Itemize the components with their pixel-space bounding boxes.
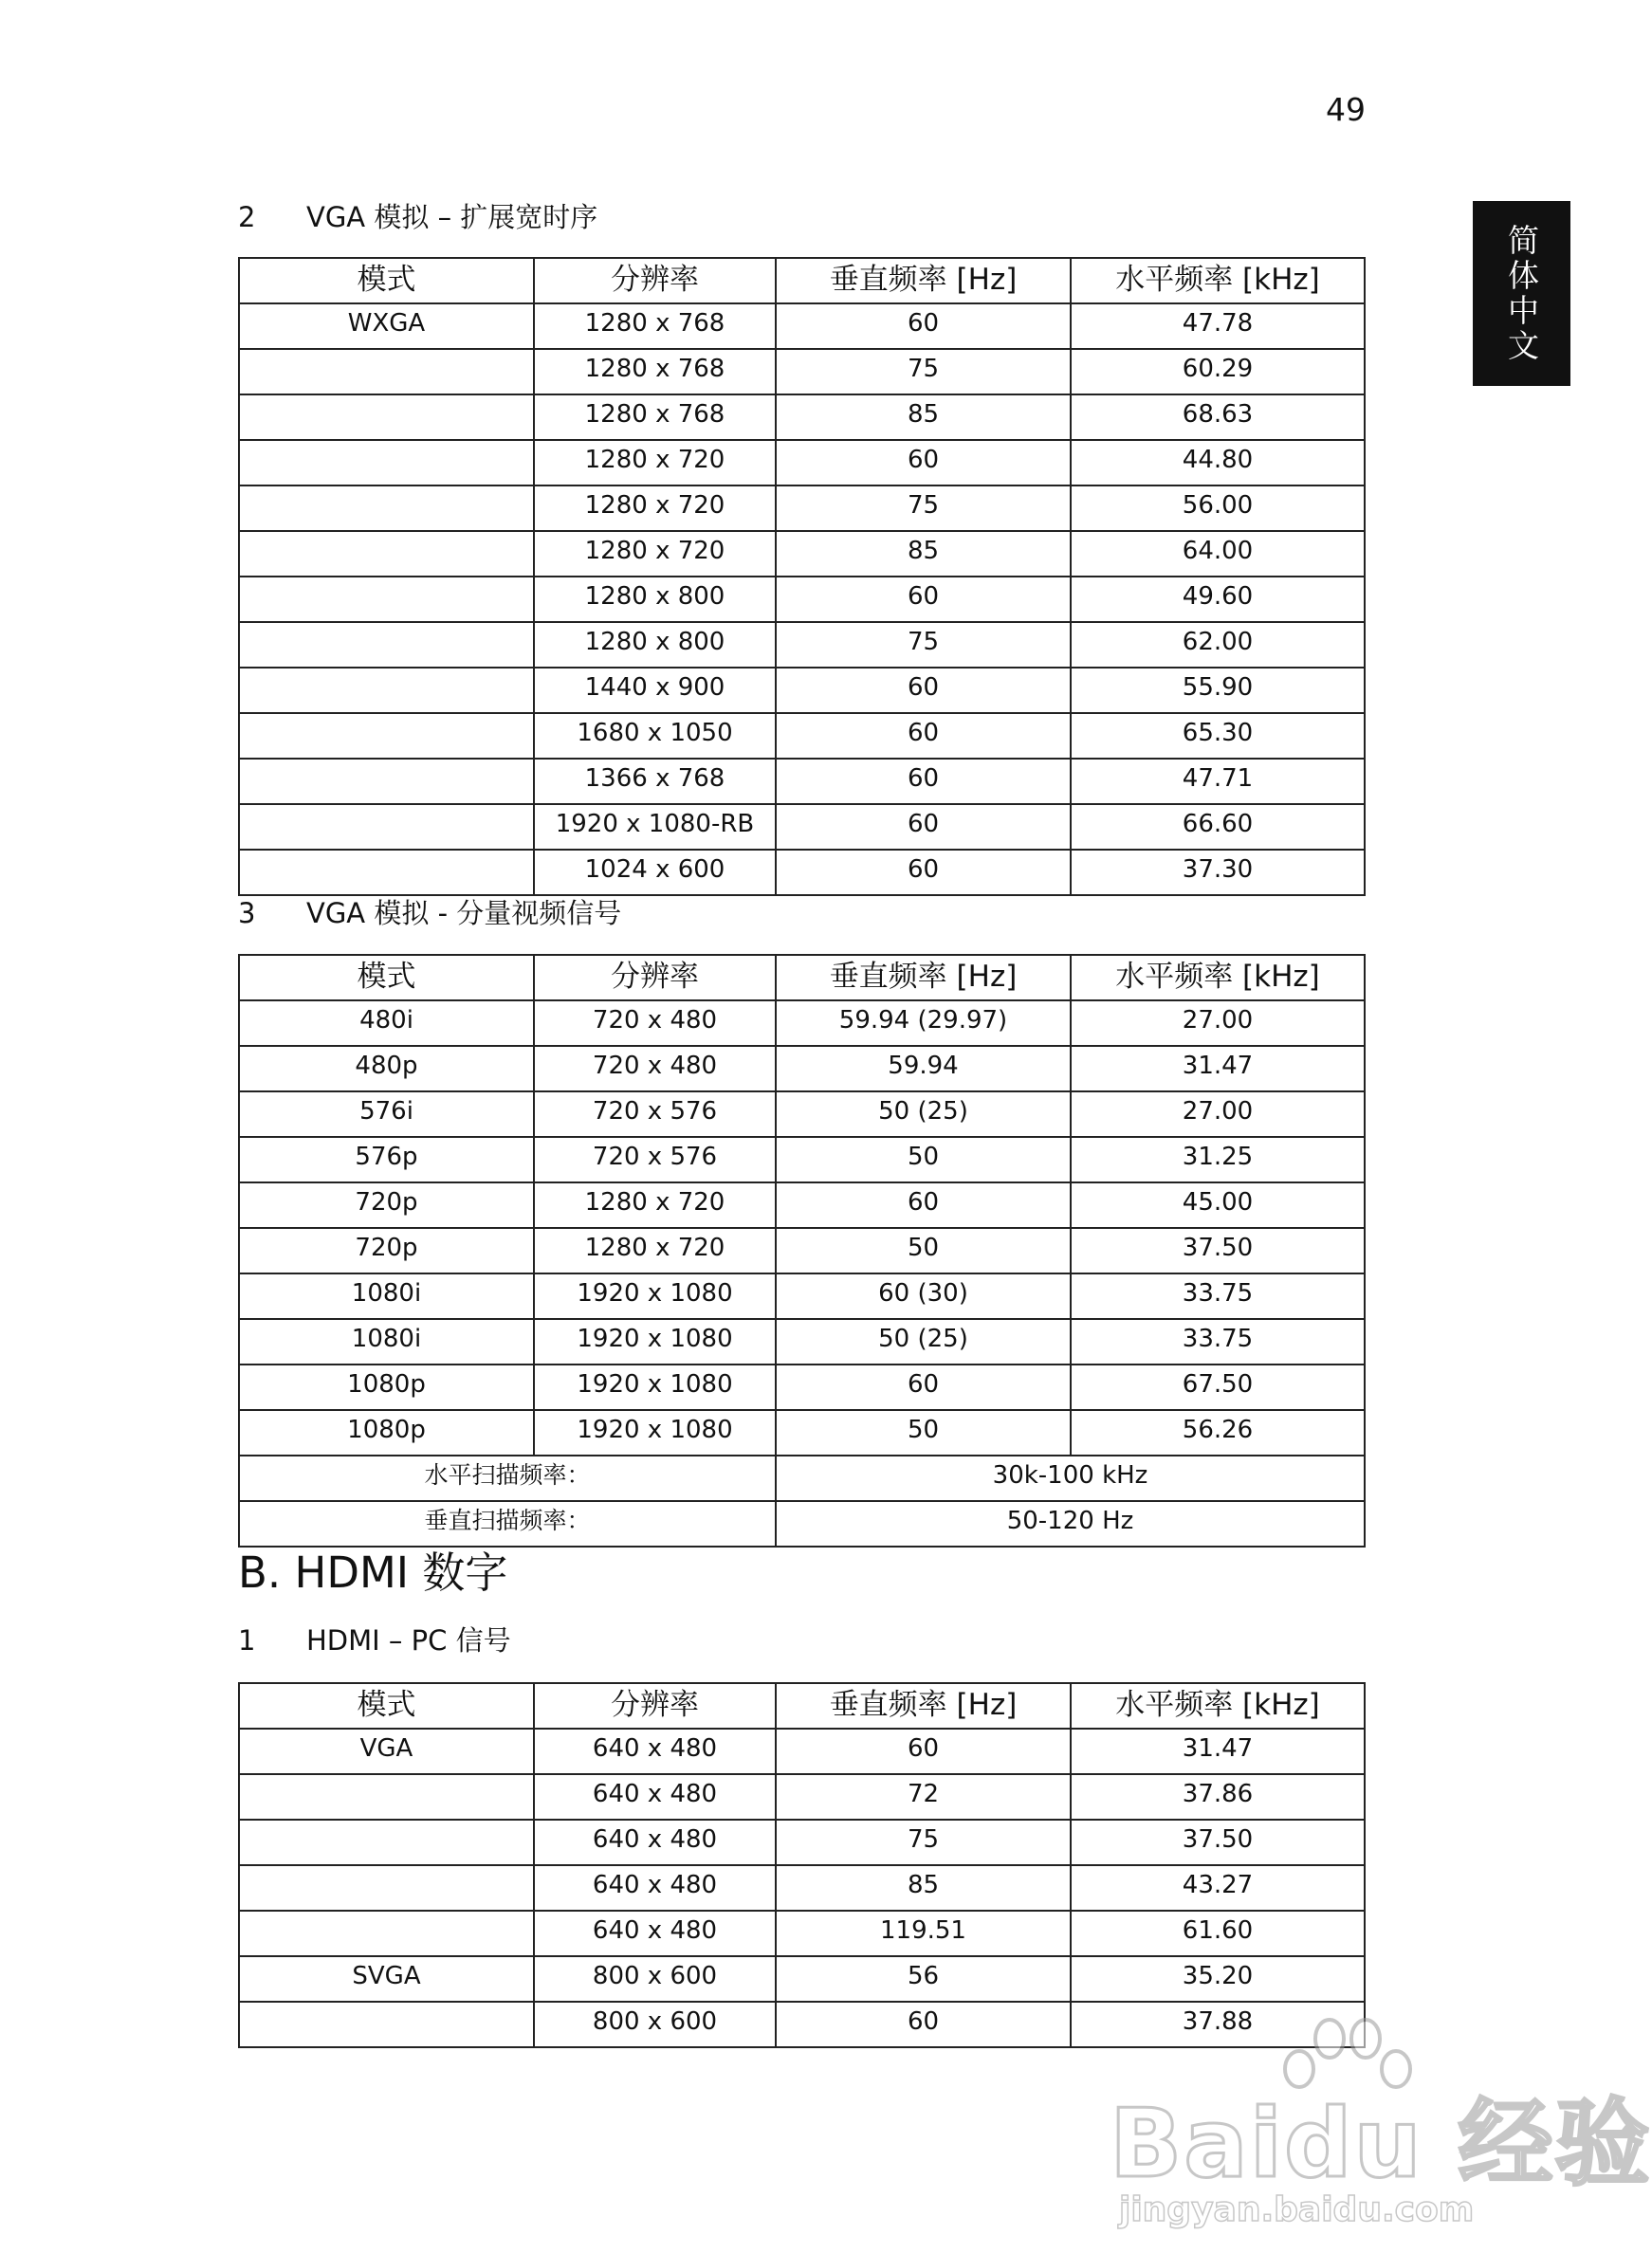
cell-resolution: 800 x 600: [534, 1956, 776, 2002]
cell-mode: 1080p: [239, 1410, 534, 1456]
table-row: [239, 1820, 1365, 1865]
cell-horizontal-frequency: 55.90: [1071, 668, 1365, 713]
column-header-horizontal-frequency: 水平频率 [kHz]: [1071, 1683, 1365, 1729]
table-row: [239, 1182, 1365, 1228]
cell-horizontal-frequency: 67.50: [1071, 1365, 1365, 1410]
column-header-resolution: 分辨率: [534, 258, 776, 303]
cell-resolution: 1280 x 720: [534, 440, 776, 485]
watermark-brand: Baidu 经验: [1110, 2088, 1652, 2199]
cell-vertical-frequency: 60: [776, 850, 1071, 895]
table-row: [239, 531, 1365, 577]
section-number: 2: [238, 201, 256, 233]
table-row: [239, 850, 1365, 895]
cell-vertical-frequency: 60: [776, 713, 1071, 759]
cell-horizontal-frequency: 65.30: [1071, 713, 1365, 759]
column-header-mode: 模式: [239, 955, 534, 1000]
cell-horizontal-frequency: 45.00: [1071, 1182, 1365, 1228]
column-header-mode: 模式: [239, 258, 534, 303]
cell-horizontal-frequency: 56.26: [1071, 1410, 1365, 1456]
table-row: [239, 1729, 1365, 1774]
column-header-vertical-frequency: 垂直频率 [Hz]: [776, 258, 1071, 303]
cell-vertical-frequency: 50 (25): [776, 1319, 1071, 1365]
cell-resolution: 800 x 600: [534, 2002, 776, 2047]
cell-resolution: 1440 x 900: [534, 668, 776, 713]
table-row: [239, 1273, 1365, 1319]
section-heading-vga-component: [238, 897, 621, 929]
cell-vertical-frequency: 60: [776, 440, 1071, 485]
table-row: [239, 577, 1365, 622]
cell-vertical-frequency: 75: [776, 1820, 1071, 1865]
cell-vertical-frequency: 56: [776, 1956, 1071, 2002]
timing-table-hdmi-pc: [238, 1682, 1366, 2048]
cell-resolution: 720 x 576: [534, 1091, 776, 1137]
cell-vertical-frequency: 60: [776, 804, 1071, 850]
cell-horizontal-frequency: 60.29: [1071, 349, 1365, 394]
table-body: [239, 1000, 1365, 1547]
cell-vertical-frequency: 60: [776, 1729, 1071, 1774]
cell-mode: [239, 622, 534, 668]
column-header-horizontal-frequency: 水平频率 [kHz]: [1071, 955, 1365, 1000]
cell-vertical-frequency: 85: [776, 531, 1071, 577]
cell-mode: [239, 759, 534, 804]
cell-horizontal-frequency: 31.47: [1071, 1046, 1365, 1091]
cell-vertical-frequency: 60: [776, 2002, 1071, 2047]
cell-resolution: 1280 x 720: [534, 1228, 776, 1273]
cell-vertical-frequency: 75: [776, 485, 1071, 531]
cell-mode: 576i: [239, 1091, 534, 1137]
page-number: 49: [1326, 91, 1366, 128]
timing-table-vga-wide: [238, 257, 1366, 896]
scan-frequency-label: 垂直扫描频率：: [239, 1501, 776, 1547]
table-header-row: [239, 1683, 1365, 1729]
cell-horizontal-frequency: 47.71: [1071, 759, 1365, 804]
cell-resolution: 640 x 480: [534, 1774, 776, 1820]
cell-horizontal-frequency: 49.60: [1071, 577, 1365, 622]
scan-frequency-row: [239, 1456, 1365, 1501]
cell-vertical-frequency: 85: [776, 394, 1071, 440]
cell-mode: 576p: [239, 1137, 534, 1182]
cell-vertical-frequency: 50: [776, 1410, 1071, 1456]
cell-resolution: 1280 x 720: [534, 1182, 776, 1228]
table-row: [239, 1865, 1365, 1911]
table-body: [239, 303, 1365, 895]
scan-frequency-value: 30k-100 kHz: [776, 1456, 1365, 1501]
table-row: [239, 759, 1365, 804]
cell-resolution: 720 x 480: [534, 1046, 776, 1091]
cell-mode: 720p: [239, 1182, 534, 1228]
cell-mode: [239, 713, 534, 759]
cell-horizontal-frequency: 27.00: [1071, 1000, 1365, 1046]
cell-resolution: 1280 x 800: [534, 577, 776, 622]
cell-vertical-frequency: 75: [776, 349, 1071, 394]
table-row: [239, 804, 1365, 850]
cell-horizontal-frequency: 66.60: [1071, 804, 1365, 850]
column-header-resolution: 分辨率: [534, 1683, 776, 1729]
section-title: VGA 模拟 - 分量视频信号: [306, 897, 622, 929]
cell-mode: [239, 2002, 534, 2047]
language-tab: [1473, 201, 1570, 386]
cell-horizontal-frequency: 35.20: [1071, 1956, 1365, 2002]
table-row: [239, 349, 1365, 394]
cell-vertical-frequency: 60: [776, 1182, 1071, 1228]
cell-mode: 1080i: [239, 1273, 534, 1319]
cell-resolution: 1280 x 800: [534, 622, 776, 668]
column-header-vertical-frequency: 垂直频率 [Hz]: [776, 955, 1071, 1000]
cell-mode: [239, 804, 534, 850]
cell-mode: 480i: [239, 1000, 534, 1046]
table-row: [239, 1911, 1365, 1956]
cell-mode: [239, 394, 534, 440]
table-row: [239, 485, 1365, 531]
cell-mode: VGA: [239, 1729, 534, 1774]
cell-mode: [239, 531, 534, 577]
cell-vertical-frequency: 119.51: [776, 1911, 1071, 1956]
cell-vertical-frequency: 60: [776, 1365, 1071, 1410]
table-body: [239, 1729, 1365, 2047]
cell-resolution: 1280 x 720: [534, 485, 776, 531]
cell-vertical-frequency: 60: [776, 303, 1071, 349]
cell-mode: [239, 1865, 534, 1911]
cell-horizontal-frequency: 61.60: [1071, 1911, 1365, 1956]
cell-resolution: 640 x 480: [534, 1820, 776, 1865]
cell-horizontal-frequency: 33.75: [1071, 1319, 1365, 1365]
cell-vertical-frequency: 85: [776, 1865, 1071, 1911]
table-header-row: [239, 258, 1365, 303]
table-row: [239, 303, 1365, 349]
baidu-watermark: [1110, 2010, 1652, 2238]
cell-resolution: 1920 x 1080: [534, 1365, 776, 1410]
cell-mode: [239, 577, 534, 622]
cell-vertical-frequency: 60: [776, 759, 1071, 804]
cell-vertical-frequency: 60: [776, 577, 1071, 622]
cell-vertical-frequency: 50 (25): [776, 1091, 1071, 1137]
cell-vertical-frequency: 75: [776, 622, 1071, 668]
cell-resolution: 640 x 480: [534, 1911, 776, 1956]
scan-frequency-label: 水平扫描频率：: [239, 1456, 776, 1501]
cell-horizontal-frequency: 37.88: [1071, 2002, 1365, 2047]
section-heading-hdmi-pc: [238, 1624, 511, 1657]
cell-resolution: 1920 x 1080: [534, 1273, 776, 1319]
cell-horizontal-frequency: 56.00: [1071, 485, 1365, 531]
cell-resolution: 1024 x 600: [534, 850, 776, 895]
cell-horizontal-frequency: 37.50: [1071, 1228, 1365, 1273]
table-row: [239, 394, 1365, 440]
cell-horizontal-frequency: 64.00: [1071, 531, 1365, 577]
cell-horizontal-frequency: 31.25: [1071, 1137, 1365, 1182]
cell-mode: [239, 1820, 534, 1865]
cell-vertical-frequency: 59.94: [776, 1046, 1071, 1091]
cell-horizontal-frequency: 31.47: [1071, 1729, 1365, 1774]
cell-vertical-frequency: 50: [776, 1137, 1071, 1182]
table-row: [239, 622, 1365, 668]
cell-mode: SVGA: [239, 1956, 534, 2002]
cell-mode: [239, 1774, 534, 1820]
scan-frequency-row: [239, 1501, 1365, 1547]
cell-resolution: 1920 x 1080: [534, 1410, 776, 1456]
table-row: [239, 1774, 1365, 1820]
table-header-row: [239, 955, 1365, 1000]
cell-horizontal-frequency: 37.50: [1071, 1820, 1365, 1865]
cell-mode: [239, 440, 534, 485]
cell-mode: 720p: [239, 1228, 534, 1273]
table-row: [239, 713, 1365, 759]
cell-mode: 1080i: [239, 1319, 534, 1365]
cell-resolution: 1280 x 768: [534, 303, 776, 349]
column-header-resolution: 分辨率: [534, 955, 776, 1000]
table-row: [239, 1365, 1365, 1410]
timing-table-vga-component: [238, 954, 1366, 1548]
cell-vertical-frequency: 50: [776, 1228, 1071, 1273]
cell-mode: WXGA: [239, 303, 534, 349]
cell-resolution: 1280 x 768: [534, 349, 776, 394]
table-row: [239, 1319, 1365, 1365]
cell-resolution: 1920 x 1080-RB: [534, 804, 776, 850]
section-title: HDMI – PC 信号: [306, 1624, 511, 1657]
cell-resolution: 640 x 480: [534, 1729, 776, 1774]
cell-mode: 480p: [239, 1046, 534, 1091]
section-number: 1: [238, 1624, 256, 1657]
table-row: [239, 1091, 1365, 1137]
table-row: [239, 440, 1365, 485]
watermark-url: jingyan.baidu.com: [1119, 2190, 1475, 2229]
language-tab-label: 简体中文: [1503, 223, 1540, 364]
cell-horizontal-frequency: 43.27: [1071, 1865, 1365, 1911]
cell-resolution: 1920 x 1080: [534, 1319, 776, 1365]
cell-vertical-frequency: 60 (30): [776, 1273, 1071, 1319]
cell-horizontal-frequency: 27.00: [1071, 1091, 1365, 1137]
cell-horizontal-frequency: 62.00: [1071, 622, 1365, 668]
cell-horizontal-frequency: 47.78: [1071, 303, 1365, 349]
cell-mode: [239, 485, 534, 531]
cell-mode: [239, 1911, 534, 1956]
table-row: [239, 1137, 1365, 1182]
section-title: VGA 模拟 – 扩展宽时序: [306, 201, 598, 233]
column-header-vertical-frequency: 垂直频率 [Hz]: [776, 1683, 1071, 1729]
cell-vertical-frequency: 72: [776, 1774, 1071, 1820]
cell-horizontal-frequency: 68.63: [1071, 394, 1365, 440]
table-row: [239, 1046, 1365, 1091]
cell-horizontal-frequency: 44.80: [1071, 440, 1365, 485]
column-header-mode: 模式: [239, 1683, 534, 1729]
cell-mode: [239, 668, 534, 713]
table-row: [239, 1228, 1365, 1273]
column-header-horizontal-frequency: 水平频率 [kHz]: [1071, 258, 1365, 303]
section-heading-vga-wide: [238, 201, 597, 233]
cell-resolution: 640 x 480: [534, 1865, 776, 1911]
cell-resolution: 1680 x 1050: [534, 713, 776, 759]
cell-resolution: 720 x 480: [534, 1000, 776, 1046]
cell-resolution: 1280 x 720: [534, 531, 776, 577]
cell-vertical-frequency: 59.94 (29.97): [776, 1000, 1071, 1046]
cell-horizontal-frequency: 37.30: [1071, 850, 1365, 895]
cell-resolution: 1280 x 768: [534, 394, 776, 440]
table-row: [239, 668, 1365, 713]
cell-horizontal-frequency: 33.75: [1071, 1273, 1365, 1319]
cell-mode: 1080p: [239, 1365, 534, 1410]
cell-resolution: 720 x 576: [534, 1137, 776, 1182]
table-row: [239, 1410, 1365, 1456]
table-row: [239, 1000, 1365, 1046]
cell-mode: [239, 850, 534, 895]
chapter-heading-hdmi: B. HDMI 数字: [238, 1548, 508, 1598]
cell-horizontal-frequency: 37.86: [1071, 1774, 1365, 1820]
table-row: [239, 1956, 1365, 2002]
scan-frequency-value: 50-120 Hz: [776, 1501, 1365, 1547]
section-number: 3: [238, 897, 256, 929]
cell-mode: [239, 349, 534, 394]
cell-vertical-frequency: 60: [776, 668, 1071, 713]
cell-resolution: 1366 x 768: [534, 759, 776, 804]
